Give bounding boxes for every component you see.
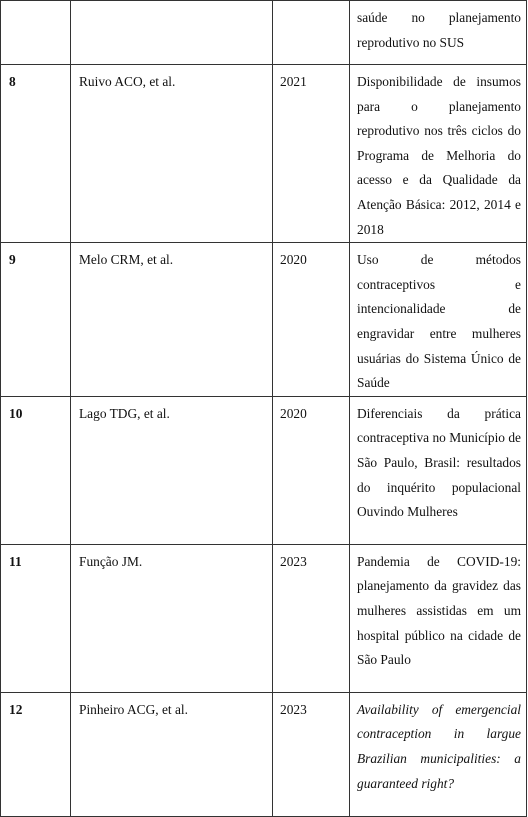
row-number: 12: [1, 692, 71, 816]
row-year: [273, 1, 350, 65]
row-year: 2023: [273, 692, 350, 816]
row-year: 2020: [273, 243, 350, 397]
row-authors: Melo CRM, et al.: [71, 243, 273, 397]
row-number: 10: [1, 396, 71, 544]
row-year: 2023: [273, 544, 350, 692]
row-number: [1, 1, 71, 65]
row-title: Disponibilidade de insumos para o planejamento reprodutivo nos três ciclos do Programa de Melhoria do acesso e da Qualidade da Atenção Básica: 2012, 2014 e 2018: [350, 65, 527, 243]
row-number: 9: [1, 243, 71, 397]
row-number: 8: [1, 65, 71, 243]
table-row: [1, 243, 527, 397]
table-row: [1, 65, 527, 243]
row-title: Pandemia de COVID-19: planejamento da gravidez das mulheres assistidas em um hospital público na cidade de São Paulo: [350, 544, 527, 692]
table-row: [1, 396, 527, 544]
row-title: saúde no planejamento reprodutivo no SUS: [350, 1, 527, 65]
row-title: Uso de métodos contraceptivos e intencionalidade de engravidar entre mulheres usuárias do Sistema Único de Saúde: [350, 243, 527, 397]
row-title: Diferenciais da prática contraceptiva no Município de São Paulo, Brasil: resultados do inquérito populacional Ouvindo Mulheres: [350, 396, 527, 544]
row-authors: Pinheiro ACG, et al.: [71, 692, 273, 816]
row-number: 11: [1, 544, 71, 692]
row-authors: [71, 1, 273, 65]
row-authors: Ruivo ACO, et al.: [71, 65, 273, 243]
row-title: Availability of emergencial contraception in largue Brazilian municipalities: a guaranteed right?: [350, 692, 527, 816]
row-authors: Lago TDG, et al.: [71, 396, 273, 544]
table-row: [1, 1, 527, 65]
row-year: 2020: [273, 396, 350, 544]
table-row: [1, 544, 527, 692]
row-year: 2021: [273, 65, 350, 243]
table-row: [1, 692, 527, 816]
row-authors: Função JM.: [71, 544, 273, 692]
